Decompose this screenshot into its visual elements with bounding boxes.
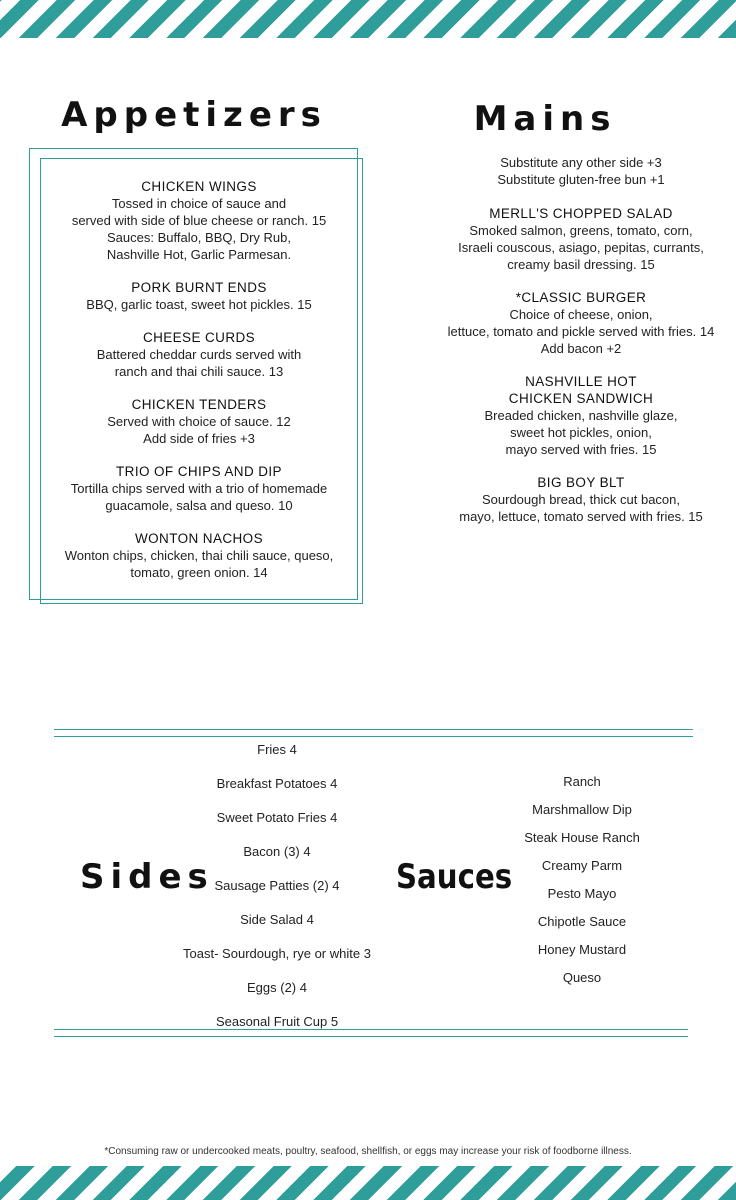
menu-item-description: Israeli couscous, asiago, pepitas, currants, bbox=[458, 240, 704, 255]
sauces-title: Sauces bbox=[396, 857, 513, 897]
sauces-item: Creamy Parm bbox=[541, 858, 623, 873]
menu-item-name: CHEESE CURDS bbox=[142, 330, 256, 345]
menu-item-description: Add bacon +2 bbox=[540, 341, 622, 356]
menu-item bbox=[44, 178, 354, 263]
menu-item-description: Smoked salmon, greens, tomato, corn, bbox=[469, 223, 693, 238]
menu-item bbox=[44, 530, 354, 581]
menu-item-description: lettuce, tomato and pickle served with fries. 14 bbox=[447, 324, 715, 339]
menu-item-description: Sauces: Buffalo, BBQ, Dry Rub, bbox=[106, 230, 291, 245]
menu-item bbox=[44, 329, 354, 380]
menu-item-description: Wonton chips, chicken, thai chili sauce, queso, bbox=[64, 548, 334, 563]
divider-line bbox=[54, 729, 693, 730]
mains-title: Mains bbox=[473, 99, 617, 139]
sauces-item: Ranch bbox=[563, 774, 601, 789]
substitution-notes bbox=[408, 154, 736, 188]
sides-item: Sausage Patties (2) 4 bbox=[214, 878, 340, 893]
sides-item: Breakfast Potatoes 4 bbox=[216, 776, 338, 791]
sides-item: Toast- Sourdough, rye or white 3 bbox=[183, 946, 371, 961]
mains-heading bbox=[460, 99, 630, 139]
menu-item bbox=[44, 396, 354, 447]
menu-item-description: Tossed in choice of sauce and bbox=[111, 196, 287, 211]
menu-item bbox=[408, 205, 736, 273]
menu-item-name: PORK BURNT ENDS bbox=[131, 280, 267, 295]
menu-item-description: Nashville Hot, Garlic Parmesan. bbox=[106, 247, 292, 262]
bottom-stripe-border bbox=[0, 1166, 736, 1200]
menu-item-description: tomato, green onion. 14 bbox=[130, 565, 268, 580]
menu-item-name: MERLL'S CHOPPED SALAD bbox=[489, 206, 673, 221]
sauces-item: Pesto Mayo bbox=[547, 886, 617, 901]
sides-item: Fries 4 bbox=[257, 742, 297, 757]
menu-item-name: NASHVILLE HOT CHICKEN SANDWICH bbox=[508, 374, 654, 406]
sides-item: Side Salad 4 bbox=[240, 912, 314, 927]
appetizers-heading bbox=[61, 95, 327, 135]
sauces-item: Queso bbox=[562, 970, 602, 985]
menu-item-description: BBQ, garlic toast, sweet hot pickles. 15 bbox=[86, 297, 312, 312]
appetizers-list bbox=[44, 178, 354, 597]
menu-item bbox=[408, 474, 736, 525]
appetizers-title: Appetizers bbox=[61, 95, 327, 135]
menu-item bbox=[408, 373, 736, 458]
menu-item-description: Choice of cheese, onion, bbox=[509, 307, 653, 322]
menu-item-description: sweet hot pickles, onion, bbox=[510, 425, 652, 440]
menu-item-description: Tortilla chips served with a trio of homemade bbox=[70, 481, 328, 496]
menu-item-description: mayo, lettuce, tomato served with fries. 15 bbox=[459, 509, 703, 524]
sauces-item: Honey Mustard bbox=[537, 942, 627, 957]
disclaimer-text: *Consuming raw or undercooked meats, poultry, seafood, shellfish, or eggs may increase your risk of foodborne illness. bbox=[104, 1146, 632, 1157]
menu-item-description: Breaded chicken, nashville glaze, bbox=[484, 408, 678, 423]
note-line: Substitute gluten-free bun +1 bbox=[497, 172, 665, 187]
sides-item: Eggs (2) 4 bbox=[247, 980, 307, 995]
menu-item-name: BIG BOY BLT bbox=[537, 475, 625, 490]
menu-item bbox=[408, 289, 736, 357]
note-line: Substitute any other side +3 bbox=[500, 155, 662, 170]
menu-item-name: CHICKEN TENDERS bbox=[131, 397, 267, 412]
menu-item-description: Add side of fries +3 bbox=[143, 431, 255, 446]
menu-item-name: *CLASSIC BURGER bbox=[515, 290, 647, 305]
menu-item-description: Sourdough bread, thick cut bacon, bbox=[481, 492, 681, 507]
menu-item-name: WONTON NACHOS bbox=[135, 531, 263, 546]
sides-title: Sides bbox=[80, 857, 214, 897]
sides-item: Bacon (3) 4 bbox=[243, 844, 311, 859]
menu-item bbox=[44, 463, 354, 514]
sauces-item: Steak House Ranch bbox=[524, 830, 640, 845]
sides-item: Seasonal Fruit Cup 5 bbox=[215, 1014, 339, 1029]
sauces-item: Chipotle Sauce bbox=[537, 914, 627, 929]
menu-item-name: CHICKEN WINGS bbox=[141, 179, 257, 194]
menu-item-description: creamy basil dressing. 15 bbox=[507, 257, 655, 272]
menu-item-description: Battered cheddar curds served with bbox=[96, 347, 302, 362]
menu-item-description: Served with choice of sauce. 12 bbox=[107, 414, 291, 429]
mains-list bbox=[408, 154, 736, 541]
top-stripe-border bbox=[0, 0, 736, 38]
sauces-item: Marshmallow Dip bbox=[532, 802, 632, 817]
menu-item-description: served with side of blue cheese or ranch. 15 bbox=[71, 213, 327, 228]
menu-item-description: ranch and thai chili sauce. 13 bbox=[114, 364, 284, 379]
menu-item-description: guacamole, salsa and queso. 10 bbox=[105, 498, 293, 513]
menu-item-name: TRIO OF CHIPS AND DIP bbox=[116, 464, 282, 479]
divider-line bbox=[54, 1036, 688, 1037]
menu-item-description: mayo served with fries. 15 bbox=[505, 442, 657, 457]
menu-item bbox=[44, 279, 354, 313]
divider-line bbox=[54, 736, 693, 737]
sides-list bbox=[170, 742, 384, 1032]
sides-item: Sweet Potato Fries 4 bbox=[216, 810, 338, 825]
sauces-list bbox=[500, 774, 664, 994]
